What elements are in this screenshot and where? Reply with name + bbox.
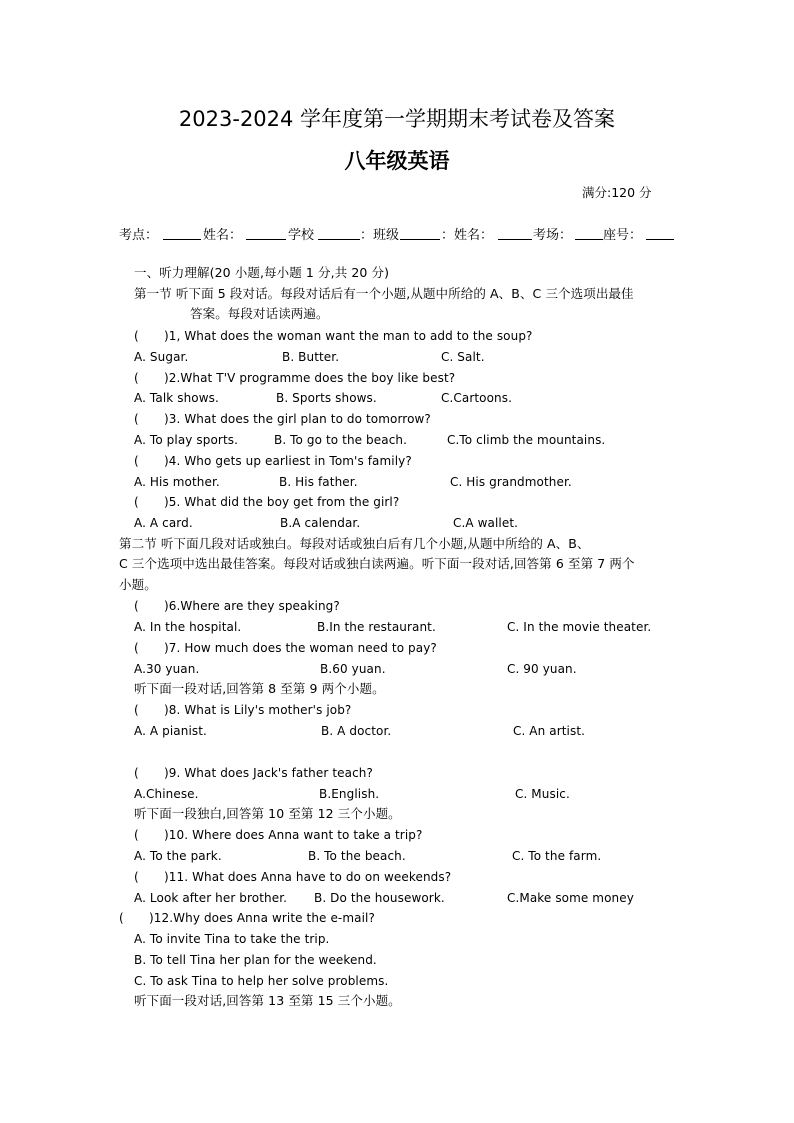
option-7a[interactable]: A.30 yuan. bbox=[134, 662, 200, 676]
option-2c[interactable]: C.Cartoons. bbox=[441, 391, 513, 405]
instruction-10-12: 听下面一段独白,回答第 10 至第 12 三个小题。 bbox=[134, 806, 401, 821]
option-11b[interactable]: B. Do the housework. bbox=[314, 891, 445, 905]
option-3b[interactable]: B. To go to the beach. bbox=[274, 433, 408, 447]
option-10b[interactable]: B. To the beach. bbox=[308, 849, 406, 863]
option-7c[interactable]: C. 90 yuan. bbox=[507, 662, 577, 676]
question-7: ( )7. How much does the woman need to pay? bbox=[134, 641, 437, 655]
question-11: ( )11. What does Anna have to do on weekends? bbox=[134, 870, 452, 884]
option-5c[interactable]: C.A wallet. bbox=[453, 516, 519, 530]
question-3: ( )3. What does the girl plan to do tomorrow? bbox=[134, 412, 431, 426]
blank-school[interactable] bbox=[318, 226, 360, 240]
question-9: ( )9. What does Jack's father teach? bbox=[134, 766, 373, 780]
info-label-seat: 座号： bbox=[603, 228, 643, 243]
blank-name2[interactable] bbox=[498, 226, 532, 240]
option-11c[interactable]: C.Make some money bbox=[507, 891, 634, 905]
blank-site[interactable] bbox=[163, 226, 201, 240]
instruction-8-9: 听下面一段对话,回答第 8 至第 9 两个小题。 bbox=[134, 681, 385, 696]
blank-class[interactable] bbox=[400, 226, 440, 240]
option-9b[interactable]: B.English. bbox=[319, 787, 380, 801]
part2-instruction-end: 小题。 bbox=[119, 577, 157, 592]
instruction-13-15: 听下面一段对话,回答第 13 至第 15 三个小题。 bbox=[134, 993, 401, 1008]
question-8: ( )8. What is Lily's mother's job? bbox=[134, 703, 352, 717]
question-5: ( )5. What did the boy get from the girl? bbox=[134, 495, 400, 509]
info-label-name: 姓名： bbox=[203, 228, 243, 243]
option-12b[interactable]: B. To tell Tina her plan for the weekend. bbox=[134, 953, 377, 967]
question-6: ( )6.Where are they speaking? bbox=[134, 599, 340, 613]
blank-room[interactable] bbox=[575, 226, 603, 240]
option-3c[interactable]: C.To climb the mountains. bbox=[447, 433, 606, 447]
blank-seat[interactable] bbox=[646, 226, 674, 240]
question-1: ( )1, What does the woman want the man to add to the soup? bbox=[134, 329, 533, 343]
option-6b[interactable]: B.In the restaurant. bbox=[317, 620, 436, 634]
option-5b[interactable]: B.A calendar. bbox=[280, 516, 361, 530]
option-4a[interactable]: A. His mother. bbox=[134, 475, 220, 489]
question-10: ( )10. Where does Anna want to take a trip? bbox=[134, 828, 423, 842]
option-7b[interactable]: B.60 yuan. bbox=[320, 662, 386, 676]
question-4: ( )4. Who gets up earliest in Tom's family? bbox=[134, 454, 412, 468]
option-8a[interactable]: A. A pianist. bbox=[134, 724, 207, 738]
option-6a[interactable]: A. In the hospital. bbox=[134, 620, 242, 634]
option-12c[interactable]: C. To ask Tina to help her solve problems. bbox=[134, 974, 389, 988]
option-3a[interactable]: A. To play sports. bbox=[134, 433, 239, 447]
option-4c[interactable]: C. His grandmother. bbox=[450, 475, 572, 489]
option-1a[interactable]: A. Sugar. bbox=[134, 350, 189, 364]
info-label-school: 学校 bbox=[288, 228, 315, 243]
part1-instruction-cont: 答案。每段对话读两遍。 bbox=[190, 306, 329, 321]
blank-name[interactable] bbox=[246, 226, 286, 240]
question-2: ( )2.What T'V programme does the boy like best? bbox=[134, 371, 456, 385]
exam-title: 2023-2024 学年度第一学期期末考试卷及答案 bbox=[178, 107, 616, 131]
part2-instruction: 第二节 听下面几段对话或独白。每段对话或独白后有几个小题,从题中所给的 A、B、 bbox=[119, 536, 590, 551]
question-12: ( )12.Why does Anna write the e-mail? bbox=[119, 911, 375, 925]
option-8c[interactable]: C. An artist. bbox=[513, 724, 586, 738]
option-2a[interactable]: A. Talk shows. bbox=[134, 391, 219, 405]
option-9c[interactable]: C. Music. bbox=[515, 787, 570, 801]
option-12a[interactable]: A. To invite Tina to take the trip. bbox=[134, 932, 330, 946]
exam-subtitle: 八年级英语 bbox=[344, 149, 450, 173]
info-label-room: 考场： bbox=[533, 228, 573, 243]
option-2b[interactable]: B. Sports shows. bbox=[276, 391, 377, 405]
info-label-class: ：班级 bbox=[360, 228, 400, 243]
option-4b[interactable]: B. His father. bbox=[279, 475, 358, 489]
option-10c[interactable]: C. To the farm. bbox=[512, 849, 602, 863]
option-1b[interactable]: B. Butter. bbox=[282, 350, 340, 364]
info-label-name2: ：姓名： bbox=[441, 228, 494, 243]
option-10a[interactable]: A. To the park. bbox=[134, 849, 222, 863]
option-11a[interactable]: A. Look after her brother. bbox=[134, 891, 288, 905]
part2-instruction-cont: C 三个选项中选出最佳答案。每段对话或独白读两遍。听下面一段对话,回答第 6 至第 7 两个 bbox=[119, 556, 635, 571]
option-6c[interactable]: C. In the movie theater. bbox=[507, 620, 652, 634]
option-1c[interactable]: C. Salt. bbox=[441, 350, 485, 364]
option-9a[interactable]: A.Chinese. bbox=[134, 787, 199, 801]
part1-instruction: 第一节 听下面 5 段对话。每段对话后有一个小题,从题中所给的 A、B、C 三个选项出最佳 bbox=[134, 286, 634, 301]
info-label-site: 考点： bbox=[119, 228, 159, 243]
full-score: 满分:120 分 bbox=[582, 185, 652, 200]
option-5a[interactable]: A. A card. bbox=[134, 516, 193, 530]
option-8b[interactable]: B. A doctor. bbox=[321, 724, 392, 738]
section-heading: 一、听力理解(20 小题,每小题 1 分,共 20 分) bbox=[134, 265, 390, 280]
